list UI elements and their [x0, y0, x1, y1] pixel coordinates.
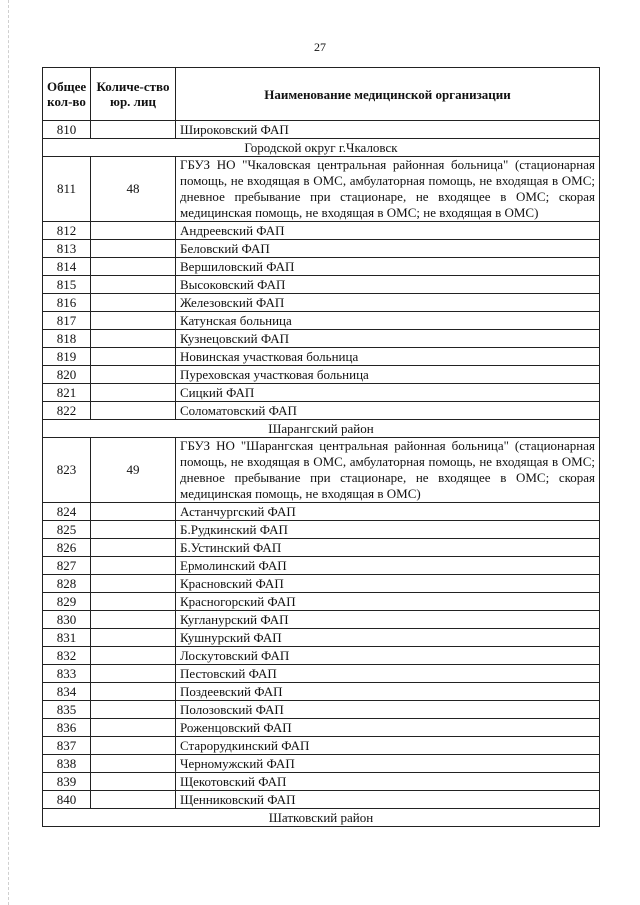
row-legal-entities [91, 276, 176, 294]
table-header-row [43, 68, 600, 121]
table-row [43, 294, 600, 312]
row-number: 821 [43, 384, 91, 402]
row-organization-name: Красногорский ФАП [176, 593, 600, 611]
table-row [43, 593, 600, 611]
row-number: 836 [43, 719, 91, 737]
row-organization-name: Катунская больница [176, 312, 600, 330]
table-row [43, 312, 600, 330]
row-legal-entities [91, 240, 176, 258]
row-number: 825 [43, 521, 91, 539]
row-organization-name: Поздеевский ФАП [176, 683, 600, 701]
table-row [43, 348, 600, 366]
table-row [43, 330, 600, 348]
row-organization-name: Астанчургский ФАП [176, 503, 600, 521]
scan-edge-line [8, 0, 10, 905]
section-row [43, 139, 600, 157]
row-organization-name: Кугланурский ФАП [176, 611, 600, 629]
row-legal-entities: 49 [91, 438, 176, 503]
row-legal-entities [91, 503, 176, 521]
row-organization-name: Черномужский ФАП [176, 755, 600, 773]
row-legal-entities [91, 773, 176, 791]
section-title: Городской округ г.Чкаловск [43, 139, 600, 157]
row-number: 839 [43, 773, 91, 791]
row-legal-entities [91, 222, 176, 240]
table-row [43, 629, 600, 647]
row-legal-entities [91, 611, 176, 629]
row-number: 814 [43, 258, 91, 276]
row-number: 832 [43, 647, 91, 665]
row-number: 829 [43, 593, 91, 611]
row-organization-name: Кушнурский ФАП [176, 629, 600, 647]
row-number: 810 [43, 121, 91, 139]
table-row [43, 719, 600, 737]
row-legal-entities [91, 294, 176, 312]
table-row [43, 647, 600, 665]
row-number: 835 [43, 701, 91, 719]
row-organization-name: ГБУЗ НО "Шарангская центральная районная больница" (стационарная помощь, не входящая в ОМС, амбулаторная помощь, не входящая в ОМС; дневное пребывание при стационаре, не входящее в ОМС; скорая медицинская помощь, не входящая в ОМС) [176, 438, 600, 503]
header-total-count: Общее кол-во [43, 68, 91, 121]
row-legal-entities [91, 348, 176, 366]
header-legal-entities-count: Количе-ство юр. лиц [91, 68, 176, 121]
row-legal-entities [91, 737, 176, 755]
table-row [43, 539, 600, 557]
row-organization-name: Роженцовский ФАП [176, 719, 600, 737]
row-number: 815 [43, 276, 91, 294]
row-organization-name: Лоскутовский ФАП [176, 647, 600, 665]
page-number: 27 [314, 40, 326, 54]
row-organization-name: Б.Устинский ФАП [176, 539, 600, 557]
row-organization-name: ГБУЗ НО "Чкаловская центральная районная больница" (стационарная помощь, не входящая в ОМС, амбулаторная помощь, не входящая в ОМС; дневное пребывание при стационаре, не входящее в ОМС; скорая медицинская помощь, не входящая в ОМС; не входящая в ОМС) [176, 157, 600, 222]
table-row [43, 258, 600, 276]
row-number: 827 [43, 557, 91, 575]
row-number: 834 [43, 683, 91, 701]
table-row [43, 557, 600, 575]
row-number: 838 [43, 755, 91, 773]
row-legal-entities [91, 719, 176, 737]
row-number: 811 [43, 157, 91, 222]
table-row [43, 773, 600, 791]
row-number: 837 [43, 737, 91, 755]
table-row [43, 402, 600, 420]
section-row [43, 420, 600, 438]
row-legal-entities [91, 539, 176, 557]
row-legal-entities [91, 121, 176, 139]
row-legal-entities [91, 593, 176, 611]
row-organization-name: Пестовский ФАП [176, 665, 600, 683]
row-organization-name: Б.Рудкинский ФАП [176, 521, 600, 539]
medical-organizations-table [42, 67, 600, 827]
row-legal-entities [91, 701, 176, 719]
table-row [43, 683, 600, 701]
table-row [43, 611, 600, 629]
table-row [43, 503, 600, 521]
row-number: 812 [43, 222, 91, 240]
row-organization-name: Пуреховская участковая больница [176, 366, 600, 384]
row-organization-name: Андреевский ФАП [176, 222, 600, 240]
row-legal-entities [91, 384, 176, 402]
table-row [43, 384, 600, 402]
row-organization-name: Высоковский ФАП [176, 276, 600, 294]
row-number: 823 [43, 438, 91, 503]
row-organization-name: Широковский ФАП [176, 121, 600, 139]
row-number: 824 [43, 503, 91, 521]
row-legal-entities [91, 330, 176, 348]
row-number: 817 [43, 312, 91, 330]
table-row [43, 575, 600, 593]
row-legal-entities [91, 683, 176, 701]
section-row [43, 809, 600, 827]
row-organization-name: Новинская участковая больница [176, 348, 600, 366]
row-organization-name: Полозовский ФАП [176, 701, 600, 719]
row-legal-entities [91, 665, 176, 683]
row-legal-entities [91, 575, 176, 593]
row-organization-name: Железовский ФАП [176, 294, 600, 312]
row-number: 830 [43, 611, 91, 629]
row-legal-entities [91, 366, 176, 384]
row-legal-entities [91, 258, 176, 276]
row-organization-name: Беловский ФАП [176, 240, 600, 258]
section-title: Шатковский район [43, 809, 600, 827]
table-row [43, 521, 600, 539]
row-organization-name: Красновский ФАП [176, 575, 600, 593]
row-legal-entities [91, 521, 176, 539]
row-organization-name: Соломатовский ФАП [176, 402, 600, 420]
table-row [43, 121, 600, 139]
row-organization-name: Кузнецовский ФАП [176, 330, 600, 348]
row-legal-entities [91, 557, 176, 575]
row-number: 828 [43, 575, 91, 593]
table-row [43, 276, 600, 294]
row-organization-name: Вершиловский ФАП [176, 258, 600, 276]
table-row [43, 240, 600, 258]
table-row [43, 366, 600, 384]
row-number: 833 [43, 665, 91, 683]
row-legal-entities [91, 755, 176, 773]
row-legal-entities [91, 629, 176, 647]
row-organization-name: Щекотовский ФАП [176, 773, 600, 791]
table-row [43, 157, 600, 222]
table-body [43, 121, 600, 827]
table-row [43, 665, 600, 683]
header-organization-name: Наименование медицинской организации [176, 68, 600, 121]
row-legal-entities [91, 402, 176, 420]
row-legal-entities [91, 791, 176, 809]
row-number: 831 [43, 629, 91, 647]
row-number: 816 [43, 294, 91, 312]
row-organization-name: Ермолинский ФАП [176, 557, 600, 575]
row-legal-entities [91, 647, 176, 665]
row-number: 813 [43, 240, 91, 258]
row-legal-entities [91, 312, 176, 330]
row-organization-name: Старорудкинский ФАП [176, 737, 600, 755]
row-number: 820 [43, 366, 91, 384]
row-legal-entities: 48 [91, 157, 176, 222]
section-title: Шарангский район [43, 420, 600, 438]
table-row [43, 438, 600, 503]
row-number: 822 [43, 402, 91, 420]
table-row [43, 791, 600, 809]
table-row [43, 755, 600, 773]
row-organization-name: Сицкий ФАП [176, 384, 600, 402]
row-organization-name: Щенниковский ФАП [176, 791, 600, 809]
table-row [43, 737, 600, 755]
row-number: 840 [43, 791, 91, 809]
row-number: 826 [43, 539, 91, 557]
table-row [43, 222, 600, 240]
row-number: 819 [43, 348, 91, 366]
table-row [43, 701, 600, 719]
row-number: 818 [43, 330, 91, 348]
